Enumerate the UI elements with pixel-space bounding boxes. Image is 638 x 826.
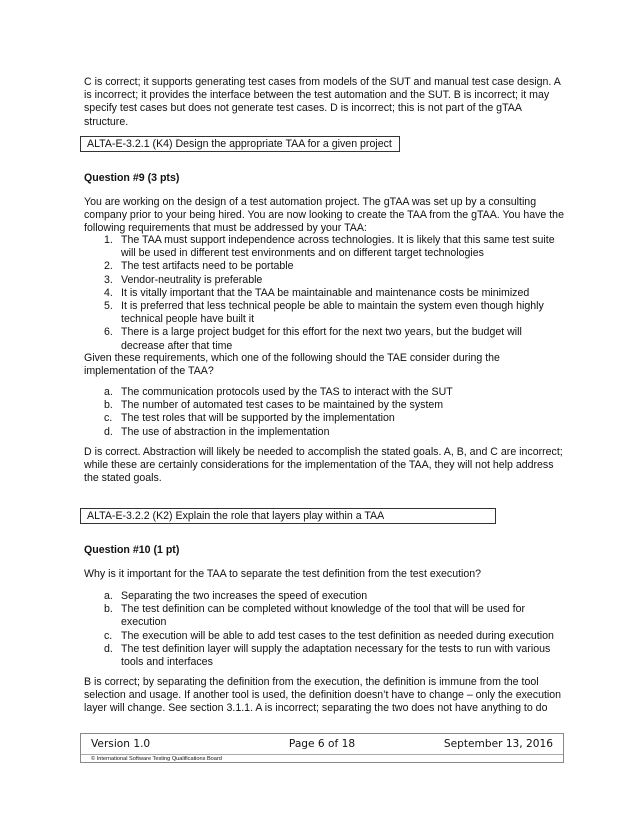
list-item-marker: c.	[104, 629, 113, 642]
list-item-text: The execution will be able to add test cases to the test definition as needed during execution	[121, 629, 554, 642]
list-item	[84, 603, 568, 629]
list-item	[84, 386, 568, 399]
list-item	[84, 326, 568, 352]
list-item-marker: 2.	[104, 260, 113, 273]
question-9-answer: D is correct. Abstraction will likely be needed to accomplish the stated goals. A, B, and C are incorrect; while these are certainly considerations for the implementation of the TAA, they will not help address the stated goals.	[84, 446, 563, 485]
list-item-marker: 3.	[104, 273, 113, 286]
question-10-answer: B is correct; by separating the definition from the execution, the definition is immune from the tool selection and usage. If another tool is used, the definition doesn’t have to change – only the execution layer will change. See section 3.1.1. A is incorrect; separating the two does not have anything to do	[84, 676, 562, 715]
list-item	[84, 234, 568, 260]
question-9-heading: Question #9 (3 pts)	[84, 172, 180, 184]
requirements-list	[84, 234, 568, 353]
list-item-marker: d.	[104, 425, 113, 438]
list-item	[84, 260, 568, 273]
list-item-marker: c.	[104, 412, 113, 425]
question-10-prompt: Why is it important for the TAA to separate the test definition from the test execution?	[84, 568, 482, 580]
list-item	[84, 300, 568, 326]
list-item-text: There is a large project budget for this effort for the next two years, but the budget will decrease after that time	[121, 326, 522, 352]
list-item-text: The number of automated test cases to be maintained by the system	[121, 399, 444, 412]
list-item-text: The TAA must support independence across technologies. It is likely that this same test suite will be used in different test environments and on different target technologies	[121, 234, 555, 260]
footer-copyright: © International Software Testing Qualifications Board	[81, 754, 563, 764]
list-item-text: The test definition can be completed without knowledge of the tool that will be used for execution	[121, 603, 525, 629]
question-10-options	[84, 590, 568, 669]
list-item-marker: 1.	[104, 234, 113, 246]
question-9-options	[84, 386, 568, 439]
list-item	[84, 412, 568, 425]
list-item-marker: d.	[104, 642, 113, 655]
list-item-marker: a.	[104, 590, 113, 602]
list-item-text: The communication protocols used by the TAS to interact with the SUT	[121, 386, 453, 398]
answer-paragraph-prev: C is correct; it supports generating test cases from models of the SUT and manual test case design. A is incorrect; it provides the interface between the test automation and the SUT. B is incorrect; it may specify test cases but does not generate test cases. D is incorrect; this is not part of the gTAA structure.	[84, 76, 561, 128]
list-item	[84, 630, 568, 643]
list-item-text: The use of abstraction in the implementation	[121, 425, 330, 438]
list-item	[84, 590, 568, 603]
footer-page-number: Page 6 of 18	[288, 738, 356, 750]
list-item-marker: 4.	[104, 286, 113, 299]
list-item-marker: a.	[104, 386, 113, 398]
list-item	[84, 643, 568, 669]
list-item-marker: 6.	[104, 326, 113, 339]
list-item-text: It is preferred that less technical people be able to maintain the system even though highly technical people have built it	[121, 300, 544, 326]
question-10-heading: Question #10 (1 pt)	[84, 544, 180, 556]
page-footer	[80, 733, 564, 763]
list-item-text: Separating the two increases the speed of execution	[121, 590, 368, 602]
footer-date: September 13, 2016	[443, 738, 553, 750]
learning-objective-3-2-2: ALTA-E-3.2.2 (K2) Explain the role that layers play within a TAA	[80, 508, 496, 524]
list-item-marker: b.	[104, 399, 113, 412]
list-item	[84, 287, 568, 300]
list-item-text: The test roles that will be supported by the implementation	[121, 412, 395, 425]
list-item-text: The test definition layer will supply the adaptation necessary for the tests to run with various tools and interfaces	[121, 642, 551, 669]
footer-version: Version 1.0	[91, 738, 151, 750]
question-9-prompt: Given these requirements, which one of the following should the TAE consider during the implementation of the TAA?	[84, 352, 500, 378]
learning-objective-3-2-1: ALTA-E-3.2.1 (K4) Design the appropriate TAA for a given project	[80, 136, 400, 152]
list-item-marker: b.	[104, 603, 113, 616]
list-item-text: The test artifacts need to be portable	[121, 260, 294, 273]
list-item	[84, 274, 568, 287]
list-item-marker: 5.	[104, 300, 113, 313]
list-item	[84, 399, 568, 412]
list-item-text: It is vitally important that the TAA be maintainable and maintenance costs be minimized	[121, 286, 530, 299]
list-item	[84, 426, 568, 439]
list-item-text: Vendor-neutrality is preferable	[121, 273, 263, 286]
question-9-intro: You are working on the design of a test automation project. The gTAA was set up by a consulting company prior to your being hired. You are now looking to create the TAA from the gTAA. You have the following requirements that must be addressed by your TAA:	[84, 196, 564, 235]
